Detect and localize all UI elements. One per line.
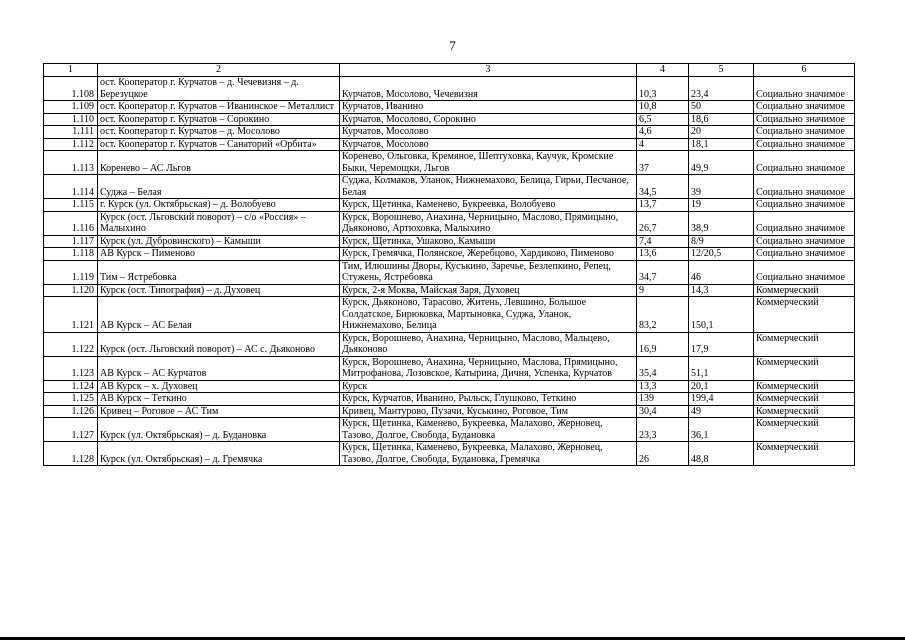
- table-header-row: [44, 64, 855, 77]
- route-stops-cell: Курск, Щетинка, Каменево, Букреевка, Малахово, Жерновец, Тазово, Долгое, Свобода, Будановка: [340, 418, 637, 442]
- table-row: [44, 248, 855, 261]
- column-5-cell: 36,1: [689, 418, 754, 442]
- route-number-cell: 1.126: [44, 405, 98, 418]
- column-header: 2: [98, 64, 340, 77]
- column-4-cell: 7,4: [637, 235, 689, 248]
- table-row: [44, 126, 855, 139]
- route-type-cell: Социально значимое: [754, 151, 855, 175]
- route-stops-cell: Курчатов, Мосолово: [340, 126, 637, 139]
- route-name-cell: Курск (ул. Дубровинского) – Камыши: [98, 235, 340, 248]
- table-row: [44, 260, 855, 284]
- route-number-cell: 1.111: [44, 126, 98, 139]
- column-5-cell: 49: [689, 405, 754, 418]
- table-row: [44, 175, 855, 199]
- route-type-cell: Социально значимое: [754, 248, 855, 261]
- route-number-cell: 1.110: [44, 113, 98, 126]
- table-row: [44, 284, 855, 297]
- column-4-cell: 26: [637, 442, 689, 466]
- route-type-cell: Коммерческий: [754, 393, 855, 406]
- route-stops-cell: Курск, Ворошнево, Анахина, Черницыно, Маслово, Мальцево, Дьяконово: [340, 332, 637, 356]
- route-stops-cell: Курск: [340, 380, 637, 393]
- column-5-cell: 39: [689, 175, 754, 199]
- route-number-cell: 1.118: [44, 248, 98, 261]
- column-header: 4: [637, 64, 689, 77]
- route-name-cell: Коренево – АС Льгов: [98, 151, 340, 175]
- column-header: 6: [754, 64, 855, 77]
- route-type-cell: Коммерческий: [754, 418, 855, 442]
- column-5-cell: 20: [689, 126, 754, 139]
- column-5-cell: 20,1: [689, 380, 754, 393]
- route-name-cell: ост. Кооператор г. Курчатов – Санаторий «Орбита»: [98, 138, 340, 151]
- page-number: 7: [449, 38, 456, 53]
- route-stops-cell: Курск, Гремячка, Полянское, Жеребцово, Хардиково, Пименово: [340, 248, 637, 261]
- route-type-cell: Социально значимое: [754, 113, 855, 126]
- column-4-cell: 10,8: [637, 101, 689, 114]
- route-name-cell: АВ Курск – АС Курчатов: [98, 356, 340, 380]
- route-stops-cell: Коренево, Ольговка, Кремяное, Шептуховка, Каучук, Кромские Быки, Черемощки, Льгов: [340, 151, 637, 175]
- route-stops-cell: Курск, Ворошнево, Анахина, Черницыно, Маслова, Прямицыно, Митрофанова, Лозовское, Катырина, Дичня, Успенка, Курчатов: [340, 356, 637, 380]
- column-5-cell: 46: [689, 260, 754, 284]
- column-5-cell: 18,1: [689, 138, 754, 151]
- route-number-cell: 1.124: [44, 380, 98, 393]
- column-4-cell: 23,3: [637, 418, 689, 442]
- route-type-cell: Коммерческий: [754, 356, 855, 380]
- column-5-cell: 23,4: [689, 77, 754, 101]
- route-number-cell: 1.121: [44, 297, 98, 333]
- route-number-cell: 1.119: [44, 260, 98, 284]
- route-name-cell: АВ Курск – Теткино: [98, 393, 340, 406]
- column-5-cell: 38,9: [689, 211, 754, 235]
- route-stops-cell: Курск, 2-я Моква, Майская Заря, Духовец: [340, 284, 637, 297]
- route-number-cell: 1.108: [44, 77, 98, 101]
- table-row: [44, 235, 855, 248]
- route-stops-cell: Курск, Щетинка, Ушаково, Камыши: [340, 235, 637, 248]
- route-number-cell: 1.117: [44, 235, 98, 248]
- column-4-cell: 30,4: [637, 405, 689, 418]
- table-row: [44, 393, 855, 406]
- column-5-cell: 12/20,5: [689, 248, 754, 261]
- route-stops-cell: Суджа, Колмаков, Уланок, Нижнемахово, Белица, Гирьи, Песчаное, Белая: [340, 175, 637, 199]
- route-stops-cell: Курск, Ворошнево, Анахина, Черницыно, Маслово, Прямицыно, Дьяконово, Артюховка, Малыхино: [340, 211, 637, 235]
- column-4-cell: 6,5: [637, 113, 689, 126]
- routes-table: [43, 63, 855, 466]
- table-row: [44, 77, 855, 101]
- column-header: 1: [44, 64, 98, 77]
- route-type-cell: Социально значимое: [754, 175, 855, 199]
- route-number-cell: 1.109: [44, 101, 98, 114]
- column-4-cell: 34,5: [637, 175, 689, 199]
- column-5-cell: 14,3: [689, 284, 754, 297]
- table-row: [44, 113, 855, 126]
- route-type-cell: Коммерческий: [754, 380, 855, 393]
- column-4-cell: 34,7: [637, 260, 689, 284]
- route-number-cell: 1.125: [44, 393, 98, 406]
- route-type-cell: Социально значимое: [754, 235, 855, 248]
- column-5-cell: 48,8: [689, 442, 754, 466]
- route-type-cell: Социально значимое: [754, 126, 855, 139]
- route-name-cell: Курск (ул. Октябрьская) – д. Гремячка: [98, 442, 340, 466]
- table-row: [44, 211, 855, 235]
- column-header: 5: [689, 64, 754, 77]
- route-stops-cell: Курск, Курчатов, Иванино, Рыльск, Глушково, Теткино: [340, 393, 637, 406]
- route-number-cell: 1.115: [44, 199, 98, 212]
- table-row: [44, 405, 855, 418]
- route-type-cell: Социально значимое: [754, 211, 855, 235]
- route-name-cell: АВ Курск – х. Духовец: [98, 380, 340, 393]
- table-row: [44, 101, 855, 114]
- table-row: [44, 332, 855, 356]
- column-5-cell: 50: [689, 101, 754, 114]
- table-row: [44, 297, 855, 333]
- column-5-cell: 18,6: [689, 113, 754, 126]
- route-name-cell: г. Курск (ул. Октябрьская) – д. Волобуево: [98, 199, 340, 212]
- column-4-cell: 26,7: [637, 211, 689, 235]
- route-name-cell: ост. Кооператор г. Курчатов – Иванинское – Металлист: [98, 101, 340, 114]
- column-4-cell: 83,2: [637, 297, 689, 333]
- table-body: [44, 77, 855, 466]
- route-name-cell: Кривец – Роговое – АС Тим: [98, 405, 340, 418]
- column-5-cell: 51,1: [689, 356, 754, 380]
- route-name-cell: Курск (ост. Типография) – д. Духовец: [98, 284, 340, 297]
- route-type-cell: Социально значимое: [754, 260, 855, 284]
- route-type-cell: Коммерческий: [754, 332, 855, 356]
- route-name-cell: АВ Курск – АС Белая: [98, 297, 340, 333]
- route-type-cell: Коммерческий: [754, 297, 855, 333]
- column-4-cell: 35,4: [637, 356, 689, 380]
- table-row: [44, 151, 855, 175]
- table-row: [44, 442, 855, 466]
- route-stops-cell: Курск, Дьяконово, Тарасово, Житень, Левшино, Большое Солдатское, Бирюковка, Мартыновка, Суджа, Уланок, Нижнемахово, Белица: [340, 297, 637, 333]
- column-4-cell: 37: [637, 151, 689, 175]
- route-stops-cell: Тим, Илюшины Дворы, Кусъкино, Заречье, Безлепкино, Репец, Стужень, Ястребовка: [340, 260, 637, 284]
- route-number-cell: 1.128: [44, 442, 98, 466]
- route-type-cell: Коммерческий: [754, 284, 855, 297]
- route-number-cell: 1.114: [44, 175, 98, 199]
- route-name-cell: Суджа – Белая: [98, 175, 340, 199]
- column-header: 3: [340, 64, 637, 77]
- route-number-cell: 1.127: [44, 418, 98, 442]
- route-name-cell: ост. Кооператор г. Курчатов – Сорокино: [98, 113, 340, 126]
- column-4-cell: 13,3: [637, 380, 689, 393]
- route-name-cell: Курск (ул. Октябрьская) – д. Будановка: [98, 418, 340, 442]
- route-stops-cell: Курчатов, Мосолово, Сорокино: [340, 113, 637, 126]
- route-type-cell: Социально значимое: [754, 199, 855, 212]
- column-4-cell: 16,9: [637, 332, 689, 356]
- route-number-cell: 1.120: [44, 284, 98, 297]
- route-name-cell: ост. Кооператор г. Курчатов – д. Чечевизня – д. Березуцкое: [98, 77, 340, 101]
- route-name-cell: Тим – Ястребовка: [98, 260, 340, 284]
- column-5-cell: 19: [689, 199, 754, 212]
- route-name-cell: АВ Курск – Пименово: [98, 248, 340, 261]
- route-stops-cell: Курск, Щетинка, Каменево, Букреевка, Малахово, Жерновец, Тазово, Долгое, Свобода, Будановка, Гремячка: [340, 442, 637, 466]
- route-number-cell: 1.116: [44, 211, 98, 235]
- route-type-cell: Коммерческий: [754, 405, 855, 418]
- column-4-cell: 4,6: [637, 126, 689, 139]
- column-4-cell: 4: [637, 138, 689, 151]
- column-4-cell: 9: [637, 284, 689, 297]
- column-5-cell: 199,4: [689, 393, 754, 406]
- route-type-cell: Социально значимое: [754, 101, 855, 114]
- route-stops-cell: Кривец, Мантурово, Пузачи, Куськино, Роговое, Тим: [340, 405, 637, 418]
- column-5-cell: 150,1: [689, 297, 754, 333]
- table-row: [44, 356, 855, 380]
- route-number-cell: 1.112: [44, 138, 98, 151]
- table-row: [44, 380, 855, 393]
- route-type-cell: Коммерческий: [754, 442, 855, 466]
- route-number-cell: 1.113: [44, 151, 98, 175]
- route-stops-cell: Курчатов, Мосолово: [340, 138, 637, 151]
- route-name-cell: Курск (ост. Льговский поворот) – АС с. Дьяконово: [98, 332, 340, 356]
- column-4-cell: 13,6: [637, 248, 689, 261]
- column-4-cell: 13,7: [637, 199, 689, 212]
- column-4-cell: 10,3: [637, 77, 689, 101]
- column-4-cell: 139: [637, 393, 689, 406]
- route-number-cell: 1.122: [44, 332, 98, 356]
- route-stops-cell: Курчатов, Мосолово, Чечевизня: [340, 77, 637, 101]
- route-stops-cell: Курск, Щетинка, Каменево, Букреевка, Волобуево: [340, 199, 637, 212]
- column-5-cell: 8/9: [689, 235, 754, 248]
- route-type-cell: Социально значимое: [754, 77, 855, 101]
- route-name-cell: Курск (ост. Льговский поворот) – с/о «Россия» – Малыхино: [98, 211, 340, 235]
- table-row: [44, 199, 855, 212]
- route-type-cell: Социально значимое: [754, 138, 855, 151]
- route-number-cell: 1.123: [44, 356, 98, 380]
- route-name-cell: ост. Кооператор г. Курчатов – д. Мосолово: [98, 126, 340, 139]
- table-row: [44, 418, 855, 442]
- route-stops-cell: Курчатов, Иванино: [340, 101, 637, 114]
- table-row: [44, 138, 855, 151]
- column-5-cell: 17,9: [689, 332, 754, 356]
- column-5-cell: 49,9: [689, 151, 754, 175]
